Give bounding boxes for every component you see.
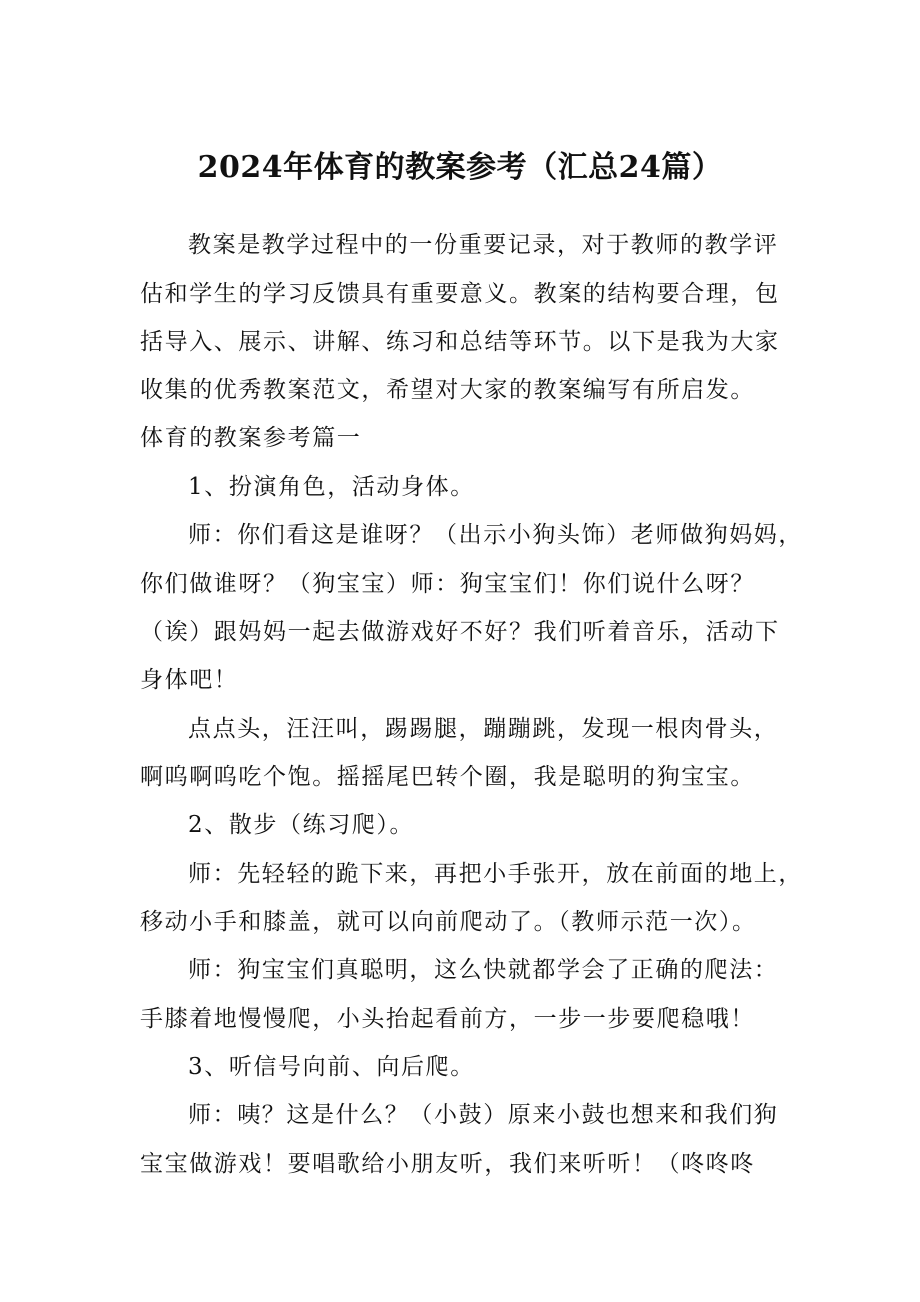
paragraph-line: 宝宝做游戏！要唱歌给小朋友听，我们来听听！（咚咚咚 <box>140 1151 755 1177</box>
paragraph-line: 师：你们看这是谁呀？（出示小狗头饰）老师做狗妈妈， <box>188 522 803 548</box>
paragraph-line: 啊呜啊呜吃个饱。摇摇尾巴转个圈，我是聪明的狗宝宝。 <box>140 764 755 790</box>
paragraph-line: 估和学生的学习反馈具有重要意义。教案的结构要合理，包 <box>140 281 780 307</box>
paragraph-line: 1、扮演角色，活动身体。 <box>188 474 475 500</box>
paragraph-line: 师：咦？这是什么？（小鼓）原来小鼓也想来和我们狗 <box>188 1102 779 1128</box>
paragraph-line: 3、听信号向前、向后爬。 <box>188 1054 475 1080</box>
paragraph-line: 收集的优秀教案范文，希望对大家的教案编写有所启发。 <box>140 377 755 403</box>
paragraph-line: 手膝着地慢慢爬，小头抬起看前方，一步一步要爬稳哦！ <box>140 1006 755 1032</box>
paragraph-line: 括导入、展示、讲解、练习和总结等环节。以下是我为大家 <box>140 329 780 355</box>
paragraph-line: 教案是教学过程中的一份重要记录，对于教师的教学评 <box>188 232 779 258</box>
section-heading: 体育的教案参考篇一 <box>140 425 362 451</box>
paragraph-line: （诶）跟妈妈一起去做游戏好不好？我们听着音乐，活动下 <box>140 619 780 645</box>
paragraph-line: 师：狗宝宝们真聪明，这么快就都学会了正确的爬法： <box>188 957 779 983</box>
paragraph-line: 2、散步（练习爬）。 <box>188 812 415 838</box>
paragraph-line: 点点头，汪汪叫，踢踢腿，蹦蹦跳，发现一根肉骨头， <box>188 716 779 742</box>
paragraph-line: 移动小手和膝盖，就可以向前爬动了。（教师示范一次）。 <box>140 909 757 935</box>
document-title: 2024年体育的教案参考（汇总24篇） <box>197 150 723 185</box>
paragraph-line: 身体吧！ <box>140 667 239 693</box>
paragraph-line: 你们做谁呀？（狗宝宝）师：狗宝宝们！你们说什么呀？ <box>140 571 755 597</box>
paragraph-line: 师：先轻轻的跪下来，再把小手张开，放在前面的地上， <box>188 861 803 887</box>
